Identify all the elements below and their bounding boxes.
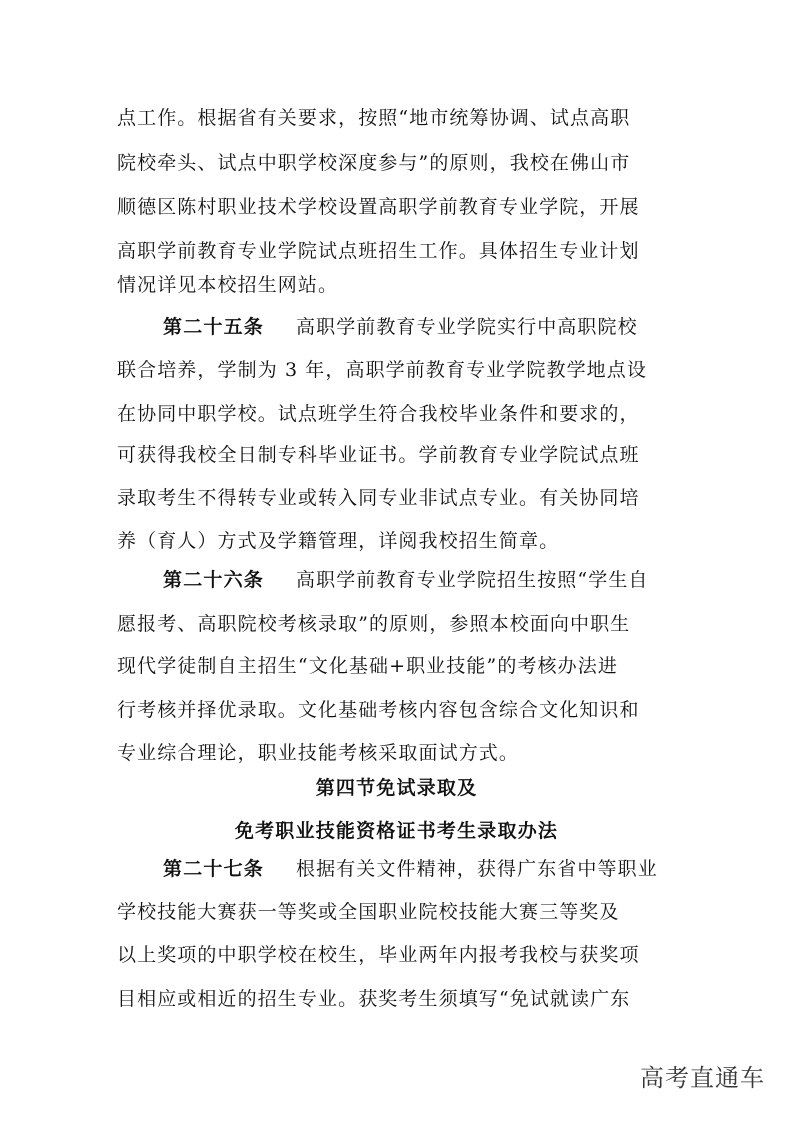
paragraph-line	[0, 519, 793, 563]
paragraph-text: 目相应或相近的招生专业。获奖考生须填写“免试就读广东	[117, 988, 631, 1010]
paragraph-text: 高职学前教育专业学院试点班招生工作。具体招生专业计划	[117, 240, 640, 262]
paragraph-text: 现代学徒制自主招生“文化基础+职业技能”的考核办法进	[117, 655, 618, 677]
paragraph-text: 学校技能大赛获一等奖或全国职业院校技能大赛三等奖及	[117, 901, 620, 923]
paragraph-text: 院校牵头、试点中职学校深度参与”的原则，我校在佛山市	[117, 152, 631, 174]
paragraph-text: 顺德区陈村职业技术学校设置高职学前教育专业学院，开展	[117, 196, 640, 218]
section-heading-line-1: 第四节免试录取及	[315, 777, 478, 799]
article-number: 第二十五条	[163, 316, 265, 338]
paragraph-text: 养（育人）方式及学籍管理，详阅我校招生简章。	[117, 530, 560, 552]
paragraph-line	[0, 96, 793, 140]
paragraph-line	[0, 263, 793, 307]
paragraph-text: 点工作。根据省有关要求，按照“地市统筹协调、试点高职	[117, 107, 631, 129]
paragraph-text: 行考核并择优录取。文化基础考核内容包含综合文化知识和	[117, 699, 640, 721]
section-heading-line-2: 免考职业技能资格证书考生录取办法	[234, 820, 559, 842]
paragraph-text: 根据有关文件精神，获得广东省中等职业	[296, 858, 658, 880]
paragraph-line	[0, 977, 793, 1021]
paragraph-line	[0, 348, 793, 392]
paragraph-line	[0, 688, 793, 732]
paragraph-line	[0, 602, 793, 646]
article-number: 第二十六条	[163, 569, 265, 591]
paragraph-text: 在协同中职学校。试点班学生符合我校毕业条件和要求的，	[117, 403, 640, 425]
paragraph-line	[0, 185, 793, 229]
paragraph-line	[0, 644, 793, 688]
paragraph-text: 愿报考、高职院校考核录取”的原则，参照本校面向中职生	[117, 613, 631, 635]
article-number: 第二十七条	[163, 858, 265, 880]
article-27-first-line	[0, 847, 793, 891]
paragraph-text: 高职学前教育专业学院招生按照“学生自	[296, 569, 649, 591]
paragraph-text: 录取考生不得转专业或转入同专业非试点专业。有关协同培	[117, 487, 640, 509]
article-25-first-line	[0, 305, 793, 349]
article-26-first-line	[0, 558, 793, 602]
paragraph-line	[0, 392, 793, 436]
paragraph-text: 专业综合理论，职业技能考核采取面试方式。	[117, 742, 520, 764]
paragraph-text: 联合培养，学制为 3 年，高职学前教育专业学院教学地点设	[117, 359, 647, 381]
paragraph-line	[0, 890, 793, 934]
watermark-text: 高考直通车	[640, 1064, 765, 1092]
paragraph-line	[0, 141, 793, 185]
paragraph-text: 高职学前教育专业学院实行中高职院校	[296, 316, 638, 338]
paragraph-line	[0, 476, 793, 520]
paragraph-text: 可获得我校全日制专科毕业证书。学前教育专业学院试点班	[117, 444, 640, 466]
paragraph-line	[0, 433, 793, 477]
paragraph-text: 以上奖项的中职学校在校生，毕业两年内报考我校与获奖项	[117, 944, 640, 966]
paragraph-line	[0, 933, 793, 977]
paragraph-text: 情况详见本校招生网站。	[117, 274, 339, 296]
